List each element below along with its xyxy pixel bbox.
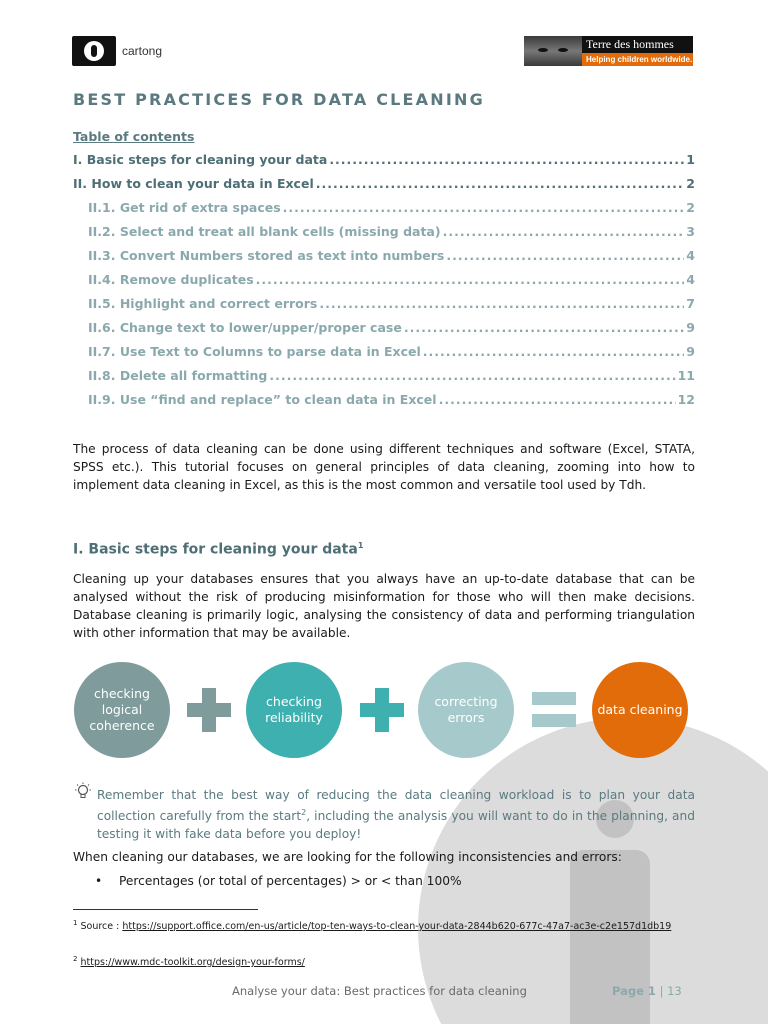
inconsistencies-intro: When cleaning our databases, we are looking for the following inconsistencies and errors: — [73, 850, 622, 864]
toc-entry[interactable]: II.5. Highlight and correct errors ..... 7 — [73, 296, 695, 320]
equals-icon — [532, 692, 576, 728]
toc-entry[interactable]: II.4. Remove duplicates ..... 4 — [73, 272, 695, 296]
list-item: • Percentages (or total of percentages) > or < than 100% — [95, 874, 462, 888]
cartong-logo-mark — [72, 36, 116, 66]
footnote-2-link[interactable]: https://www.mdc-toolkit.org/design-your-forms/ — [80, 957, 305, 969]
footnote-2: $^2$ https://www.mdc-toolkit.org/design-your-forms/ — [73, 955, 305, 969]
document-title: BEST PRACTICES FOR DATA CLEANING — [73, 90, 485, 109]
toc-heading: Table of contents — [73, 129, 195, 144]
diagram-step-reliability: checking reliability — [246, 662, 342, 758]
diagram-result-data-cleaning: data cleaning — [592, 662, 688, 758]
toc-entry[interactable]: II.2. Select and treat all blank cells (missing data) ..... 3 — [73, 224, 695, 248]
tdh-logo-tagline: Helping children worldwide. — [582, 53, 693, 66]
footer-document-name: Analyse your data: Best practices for data cleaning — [232, 984, 527, 998]
plus-icon — [360, 688, 404, 732]
lightbulb-icon — [73, 782, 93, 802]
tdh-logo-name: Terre des hommes — [582, 36, 693, 53]
cartong-logo — [72, 36, 162, 66]
section-paragraph: Cleaning up your databases ensures that you always have an up-to-date database that can be analysed without the risk of producing misinformation for those who will then make decisions. Database cleaning is primarily logic, analysing the consistency of data and performing triangulation with other information that may be available. — [73, 572, 695, 640]
toc-entry[interactable]: II. How to clean your data in Excel ..... 2 — [73, 176, 695, 200]
tdh-logo-face — [524, 36, 582, 66]
diagram-step-correcting-errors: correcting errors — [418, 662, 514, 758]
footnote-1: $^1$ Source : https://support.office.com/en-us/article/top-ten-ways-to-clean-your-data-2844b620-677c-47a7-ac3e-c2e157d1db19 — [73, 919, 672, 933]
diagram-step-logical-coherence: checking logical coherence — [74, 662, 170, 758]
cartong-logo-text: cartong — [122, 44, 163, 58]
toc-entry[interactable]: II.8. Delete all formatting ..... 11 — [73, 368, 695, 392]
footnote-separator — [73, 909, 258, 910]
toc-entry[interactable]: II.7. Use Text to Columns to parse data in Excel ..... 9 — [73, 344, 695, 368]
intro-paragraph: The process of data cleaning can be done using different techniques and software (Excel, STATA, SPSS etc.). This tutorial focuses on general principles of data cleaning, zooming into how to implement data cleaning in Excel, as this is the most common and versatile tool used by Tdh. — [73, 442, 695, 492]
terre-des-hommes-logo — [524, 36, 693, 66]
toc-entry[interactable]: I. Basic steps for cleaning your data ..... 1 — [73, 152, 695, 176]
toc-entry[interactable]: II.9. Use “find and replace” to clean data in Excel ..... 12 — [73, 392, 695, 416]
toc-entry[interactable]: II.3. Convert Numbers stored as text into numbers ..... 4 — [73, 248, 695, 272]
footnote-ref[interactable]: 1 — [357, 541, 364, 550]
toc-entry[interactable]: II.1. Get rid of extra spaces ..... 2 — [73, 200, 695, 224]
table-of-contents — [73, 152, 695, 416]
tip-paragraph: Remember that the best way of reducing the data cleaning workload is to plan your data collection carefully from the start$^2$, including the analysis you will want to do in the planning, and testing it with fake data before you deploy! — [97, 788, 695, 842]
toc-entry[interactable]: II.6. Change text to lower/upper/proper case ..... 9 — [73, 320, 695, 344]
section-heading: I. Basic steps for cleaning your data$^1$ — [73, 541, 364, 558]
footnote-1-link[interactable]: https://support.office.com/en-us/article/top-ten-ways-to-clean-your-data-2844b620-677c-47a7-ac3e-c2e157d1db19 — [122, 921, 672, 933]
plus-icon — [187, 688, 231, 732]
footnote-ref[interactable]: 2 — [301, 808, 307, 817]
footer-page-number: Page 1 | 13 — [612, 984, 682, 998]
